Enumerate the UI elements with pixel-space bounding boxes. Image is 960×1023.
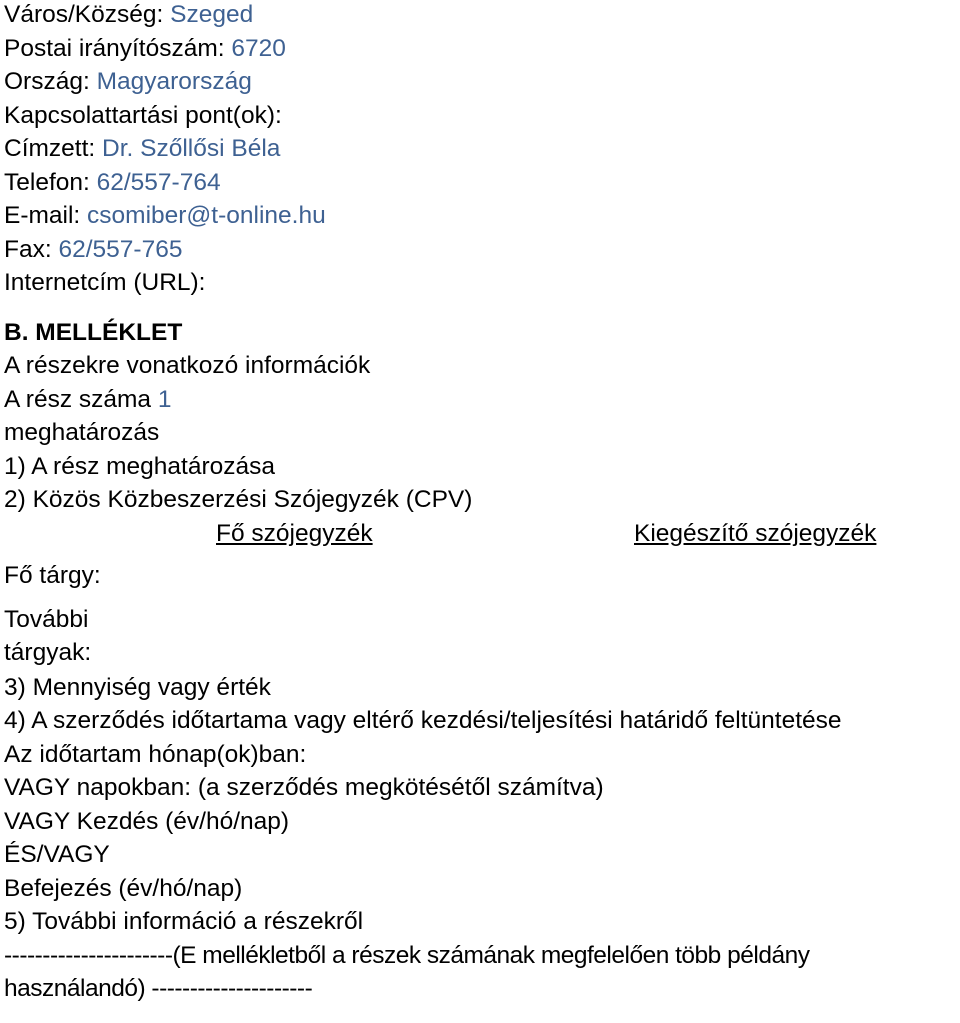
cpv-main-vocabulary-header: Fő szójegyzék xyxy=(216,519,373,547)
footer-note-line-1: ----------------------(E mellékletből a részek számának megfelelően több példány xyxy=(4,941,810,969)
cpv-main-object-row xyxy=(4,559,960,603)
contact-points-label: Kapcsolattartási pont(ok): xyxy=(4,101,282,129)
item-4-duration: 4) A szerződés időtartama vagy eltérő kezdési/teljesítési határidő feltüntetése xyxy=(4,707,842,734)
definition-label: meghatározás xyxy=(4,419,160,446)
country-label: Ország: xyxy=(4,68,90,95)
item-3-quantity: 3) Mennyiség vagy érték xyxy=(4,673,271,701)
item-1-part-definition: 1) A rész meghatározása xyxy=(4,452,276,480)
part-number-line xyxy=(4,385,960,419)
country-line xyxy=(4,67,960,101)
url-label: Internetcím (URL): xyxy=(4,269,206,296)
start-date: VAGY Kezdés (év/hó/nap) xyxy=(4,807,290,835)
cpv-additional-objects-row xyxy=(4,603,960,669)
end-date: Befejezés (év/hó/nap) xyxy=(4,874,243,902)
cpv-additional-objects-label-1: További xyxy=(4,605,89,633)
cpv-supplementary-vocabulary-header: Kiegészítő szójegyzék xyxy=(634,519,877,547)
cpv-table-header xyxy=(4,519,960,559)
addressee-line xyxy=(4,134,960,168)
email-label: E-mail: xyxy=(4,202,81,229)
phone-line xyxy=(4,168,960,202)
postal-code-label: Postai irányítószám: xyxy=(4,34,225,62)
country-value: Magyarország xyxy=(96,68,252,95)
duration-months: Az időtartam hónap(ok)ban: xyxy=(4,740,307,768)
email-line xyxy=(4,201,960,235)
postal-code-line xyxy=(4,34,960,68)
city-label: Város/Község: xyxy=(4,1,164,28)
and-or: ÉS/VAGY xyxy=(4,841,110,868)
addressee-value: Dr. Szőllősi Béla xyxy=(102,135,281,162)
city-line xyxy=(4,0,960,34)
section-gap xyxy=(4,302,960,318)
footer-note-line-2: használandó) --------------------- xyxy=(4,975,313,1002)
email-value: csomiber@t-online.hu xyxy=(87,202,326,229)
fax-value: 62/557-765 xyxy=(58,235,183,263)
fax-line xyxy=(4,235,960,269)
part-number-label: A rész száma xyxy=(4,385,152,413)
url-line xyxy=(4,268,960,302)
cpv-additional-objects-label-2: tárgyak: xyxy=(4,638,92,666)
contact-points-line xyxy=(4,101,960,135)
duration-days: VAGY napokban: (a szerződés megkötésétől számítva) xyxy=(4,774,604,801)
annex-subtitle: A részekre vonatkozó információk xyxy=(4,352,371,379)
item-2-cpv: 2) Közös Közbeszerzési Szójegyzék (CPV) xyxy=(4,486,473,513)
part-number-value: 1 xyxy=(157,385,172,413)
postal-code-value: 6720 xyxy=(231,34,286,62)
item-5-additional-info: 5) További információ a részekről xyxy=(4,908,364,935)
annex-title: B. MELLÉKLET xyxy=(4,318,183,346)
city-value: Szeged xyxy=(170,1,254,28)
cpv-main-object-label: Fő tárgy: xyxy=(4,561,101,589)
phone-label: Telefon: xyxy=(4,168,90,196)
phone-value: 62/557-764 xyxy=(96,168,221,196)
addressee-label: Címzett: xyxy=(4,135,96,162)
fax-label: Fax: xyxy=(4,235,52,263)
